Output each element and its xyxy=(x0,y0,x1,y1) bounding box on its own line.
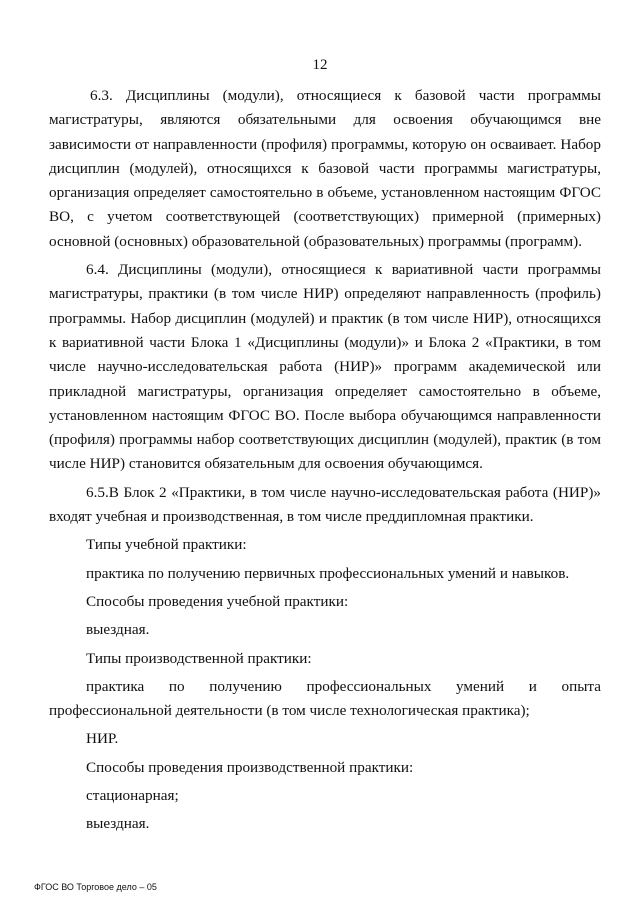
list-item: стационарная; xyxy=(86,787,179,805)
list-item: Типы учебной практики: xyxy=(86,536,247,554)
paragraph-6-4: 6.4. Дисциплины (модули), относящиеся к вариативной части программы магистратуры, практики (в том числе НИР) определяют направленность (профиль) программы. Набор дисциплин (модулей) и практик (в том числе НИР), относящихся к вариативной части Блока 1 «Дисциплины (модули)» и Блока 2 «Практики, в том числе научно-исследовательская работа (НИР)» программ академической или прикладной магистратуры, организация определяет самостоятельно в объеме, установленном настоящим ФГОС ВО. После выбора обучающимся направленности (профиля) программы набор соответствующих дисциплин (модулей), практик (в том числе НИР) становится обязательным для освоения обучающимся. xyxy=(49,261,601,473)
footer-note: ФГОС ВО Торговое дело – 05 xyxy=(34,882,157,892)
list-item: Способы проведения производственной практики: xyxy=(86,758,414,776)
document-body xyxy=(49,84,601,837)
list-item: выездная. xyxy=(86,621,150,639)
paragraph-6-3: 6.3. Дисциплины (модули), относящиеся к базовой части программы магистратуры, являются обязательными для освоения обучающимся вне зависимости от направленности (профиля) программы, которую он осваивает. Набор дисциплин (модулей), относящихся к базовой части программы магистратуры, организация определяет самостоятельно в объеме, установленном настоящим ФГОС ВО, с учетом соответствующей (соответствующих) примерной (примерных) основной (основных) образовательной (образовательных) программы (программ). xyxy=(49,87,601,250)
paragraph-6-5: 6.5.В Блок 2 «Практики, в том числе научно-исследовательская работа (НИР)» входят учебная и производственная, в том числе преддипломная практики. xyxy=(49,483,601,526)
list-item: Типы производственной практики: xyxy=(86,649,312,667)
list-item: НИР. xyxy=(86,730,119,748)
list-item: практика по получению профессиональных умений и опыта профессиональной деятельности (в том числе технологическая практика); xyxy=(49,677,601,720)
list-item: Способы проведения учебной практики: xyxy=(86,592,349,610)
list-item: выездная. xyxy=(86,815,150,833)
page-number: 12 xyxy=(312,57,328,73)
list-item: практика по получению первичных профессиональных умений и навыков. xyxy=(86,564,570,582)
